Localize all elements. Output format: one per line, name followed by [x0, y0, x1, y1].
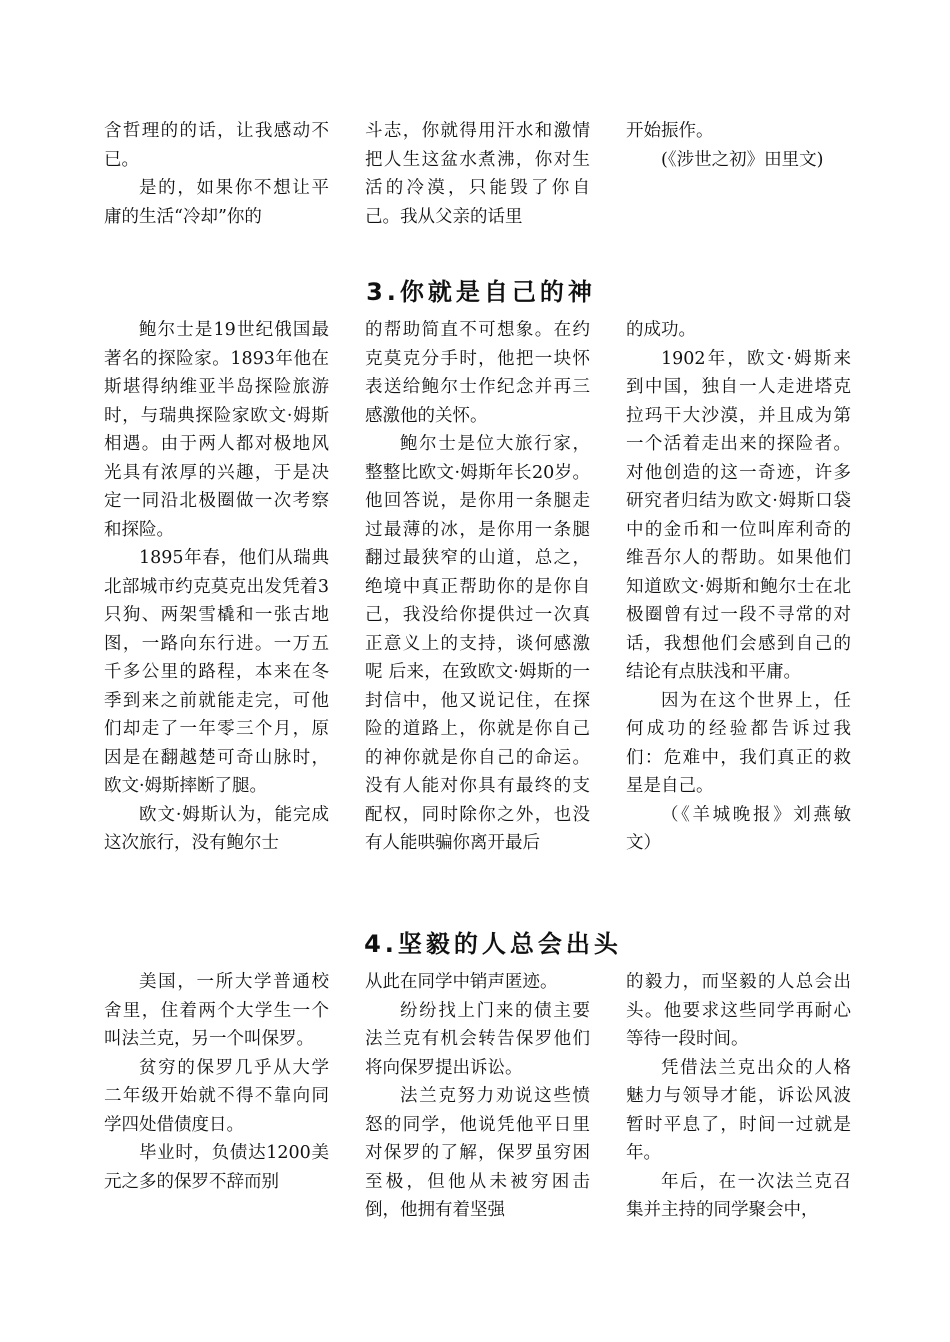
paragraph: 法兰克努力劝说这些愤怒的同学，他说凭他平日里对保罗的了解，保罗虽穷困至极，但他从未被穷困击倒，他拥有着坚强: [365, 1086, 590, 1220]
paragraph: 毕业时，负债达1200美元之多的保罗不辞而别: [104, 1143, 329, 1192]
paragraph: 凭借法兰克出众的人格魅力与领导才能，诉讼风波暂时平息了，时间一过就是年。: [626, 1057, 851, 1163]
paragraph: 欧文·姆斯认为，能完成这次旅行，没有鲍尔士: [104, 804, 329, 853]
paragraph: 含哲理的的话，让我感动不已。: [104, 121, 329, 170]
paragraph: 因为在这个世界上，任何成功的经验都告诉过我们：危难中，我们真正的救星是自己。: [626, 690, 851, 796]
paragraph: 的帮助简直不可想象。在约克莫克分手时，他把一块怀表送给鲍尔士作纪念并再三感激他的关怀。: [365, 320, 590, 426]
paragraph: 1902年，欧文·姆斯来到中国，独自一人走进塔克拉玛干大沙漠，并且成为第一个活着走出来的探险者。对他创造的这一奇迹，许多研究者归结为欧文·姆斯口袋中的金币和一位叫库利奇的维吾尔人的帮助。如果他们知道欧文·姆斯和鲍尔士在北极圈曾有过一段不寻常的对话，我想他们会感到自己的结论有点肤浅和平庸。: [626, 348, 851, 682]
paragraph: 年后，在一次法兰克召集并主持的同学聚会中，: [626, 1171, 851, 1220]
paragraph: 纷纷找上门来的债主要法兰克有机会转告保罗他们将向保罗提出诉讼。: [365, 1000, 590, 1078]
paragraph: 开始振作。: [626, 121, 714, 141]
article-4-heading: 4.坚毅的人总会出头: [364, 930, 622, 958]
section2-column-1: [104, 316, 329, 858]
paragraph: 美国，一所大学普通校舍里，住着两个大学生一个叫法兰克，另一个叫保罗。: [104, 972, 329, 1049]
paragraph: 斗志，你就得用汗水和激情把人生这盆水煮沸，你对生活的冷漠，只能毁了你自己。我从父亲的话里: [365, 121, 590, 227]
section3-column-2: [365, 968, 590, 1225]
section2-column-2: [365, 316, 590, 858]
section2-column-3: [626, 316, 851, 858]
section1-column-2: [365, 117, 590, 231]
paragraph: 鲍尔士是位大旅行家，整整比欧文·姆斯年长20岁。他回答说，是你用一条腿走过最薄的冰，是你用一条腿翻过最狭窄的山道，总之，绝境中真正帮助你的是你自己，我没给你提供过一次真正意义上的支持，谈何感激呢 后来，在致欧文·姆斯的一封信中，他又说记住，在探险的道路上，你就是你自己的神你就是你自己的命运。没有人能对你具有最终的支配权，同时除你之外，也没有人能哄骗你离开最后: [365, 434, 590, 853]
paragraph: (《涉世之初》田里文): [661, 149, 824, 170]
article-3-heading: 3.你就是自己的神: [366, 278, 596, 306]
section1-column-3: [626, 117, 851, 174]
paragraph: 从此在同学中销声匿迹。: [365, 972, 558, 992]
paragraph: 贫穷的保罗几乎从大学二年级开始就不得不靠向同学四处借债度日。: [104, 1057, 329, 1135]
section1-column-1: [104, 117, 329, 231]
paragraph: （《羊城晚报》刘燕敏 文）: [626, 804, 851, 853]
paragraph: 鲍尔士是19世纪俄国最著名的探险家。1893年他在斯堪得纳维亚半岛探险旅游时，与瑞典探险家欧文·姆斯相遇。由于两人都对极地风光具有浓厚的兴趣，于是决定一同沿北极圈做一次考察和探险。: [104, 320, 329, 540]
section3-column-3: [626, 968, 851, 1225]
section3-column-1: [104, 968, 329, 1196]
paragraph: 是的，如果你不想让平庸的生活“冷却”你的: [104, 178, 329, 227]
paragraph: 的毅力，而坚毅的人总会出头。他要求这些同学再耐心等待一段时间。: [626, 972, 851, 1049]
paragraph: 1895年春，他们从瑞典北部城市约克莫克出发凭着3只狗、两架雪橇和一张古地图，一路向东行进。一万五千多公里的路程，本来在冬季到来之前就能走完，可他们却走了一年零三个月，原因是在翻越楚可奇山脉时，欧文·姆斯摔断了腿。: [104, 548, 329, 796]
paragraph: 的成功。: [626, 320, 696, 340]
